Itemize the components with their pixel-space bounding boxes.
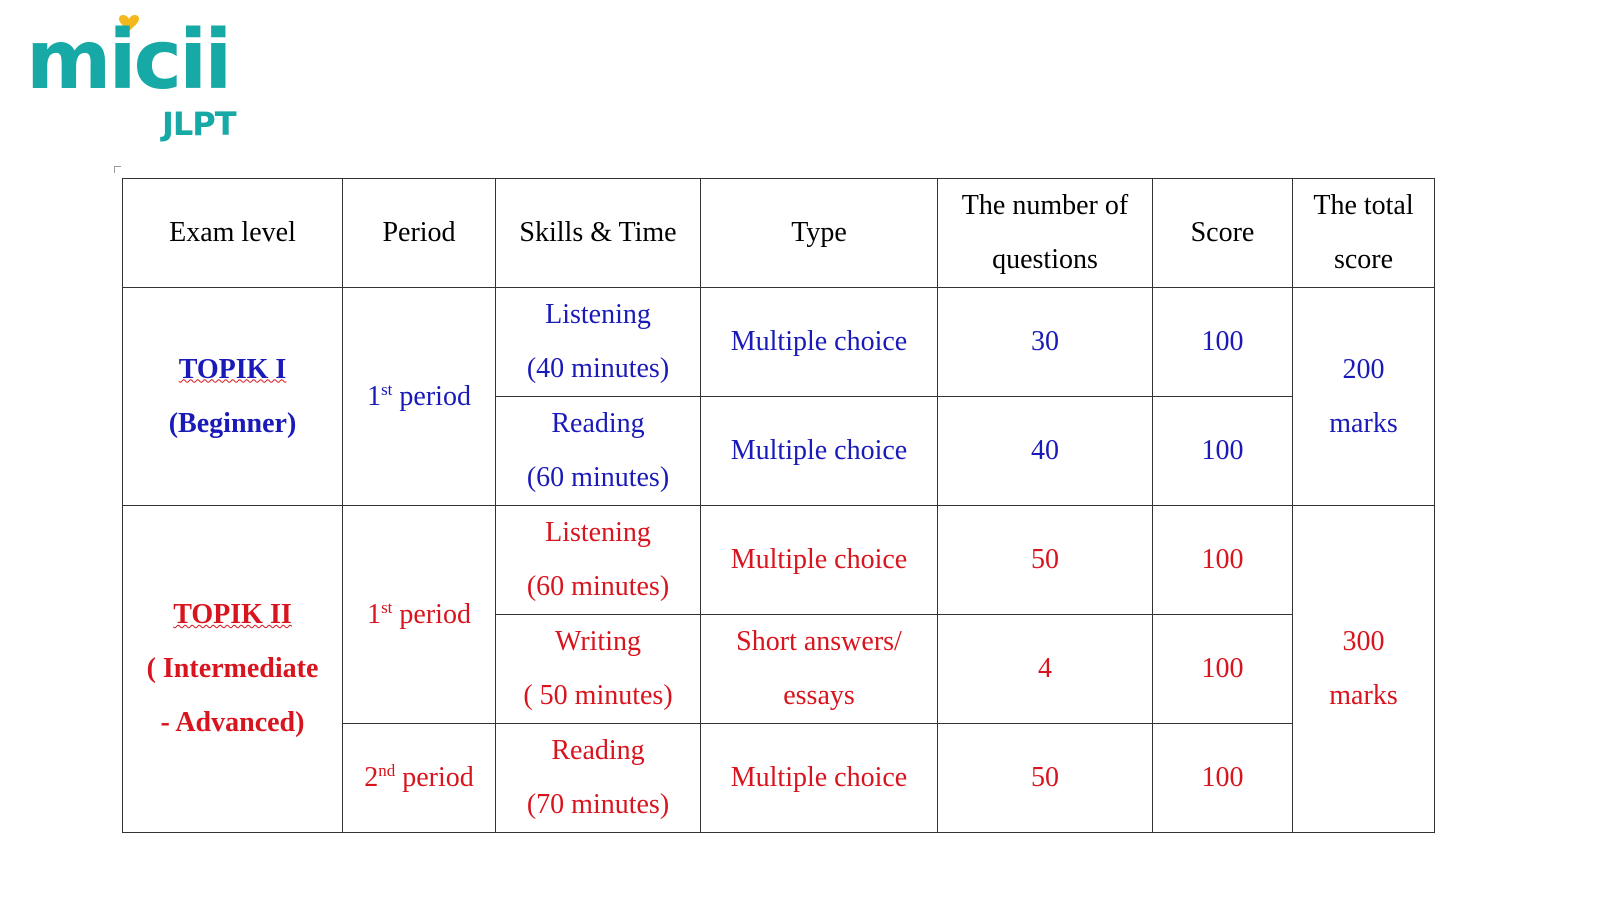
header-row xyxy=(123,179,1435,288)
header-score: Score xyxy=(1153,179,1293,288)
topik2-writing-cell: Writing ( 50 minutes) xyxy=(496,615,701,724)
header-period: Period xyxy=(343,179,496,288)
topik1-total-cell: 200 marks xyxy=(1293,288,1435,506)
header-exam-level: Exam level xyxy=(123,179,343,288)
table-anchor-mark xyxy=(114,166,121,173)
topik2-period1-cell: 1st period xyxy=(343,506,496,724)
header-skills-time: Skills & Time xyxy=(496,179,701,288)
table-row xyxy=(123,506,1435,615)
topik2-reading-questions: 50 xyxy=(938,724,1153,833)
header-total-score: The total score xyxy=(1293,179,1435,288)
topik2-listening-questions: 50 xyxy=(938,506,1153,615)
topik2-listening-cell: Listening (60 minutes) xyxy=(496,506,701,615)
header-number-of-questions: The number of questions xyxy=(938,179,1153,288)
topik1-reading-cell: Reading (60 minutes) xyxy=(496,397,701,506)
topik1-period-cell: 1st period xyxy=(343,288,496,506)
topik2-writing-type: Short answers/ essays xyxy=(701,615,938,724)
topik2-reading-score: 100 xyxy=(1153,724,1293,833)
topik2-level-cell xyxy=(123,506,343,833)
topik1-listening-type: Multiple choice xyxy=(701,288,938,397)
topik2-reading-cell: Reading (70 minutes) xyxy=(496,724,701,833)
topik2-period2-cell: 2nd period xyxy=(343,724,496,833)
topik1-listening-cell: Listening (40 minutes) xyxy=(496,288,701,397)
topik2-level-desc-1: ( Intermediate xyxy=(146,653,319,684)
topik1-level-desc: (Beginner) xyxy=(168,407,297,439)
topik2-level-desc-2: - Advanced) xyxy=(160,707,305,738)
topik1-level-cell xyxy=(123,288,343,506)
topik2-writing-questions: 4 xyxy=(938,615,1153,724)
topik1-listening-questions: 30 xyxy=(938,288,1153,397)
header-type: Type xyxy=(701,179,938,288)
topik2-listening-type: Multiple choice xyxy=(701,506,938,615)
topik1-reading-type: Multiple choice xyxy=(701,397,938,506)
logo-wordmark: micii xyxy=(26,13,230,108)
micii-jlpt-logo xyxy=(26,14,266,144)
topik-exam-table xyxy=(122,178,1435,833)
logo-subtitle: JLPT xyxy=(162,105,236,143)
topik2-writing-score: 100 xyxy=(1153,615,1293,724)
topik1-listening-score: 100 xyxy=(1153,288,1293,397)
topik2-listening-score: 100 xyxy=(1153,506,1293,615)
topik1-reading-score: 100 xyxy=(1153,397,1293,506)
topik1-level-name: TOPIK I xyxy=(178,353,287,385)
table-row xyxy=(123,288,1435,397)
topik2-reading-type: Multiple choice xyxy=(701,724,938,833)
topik1-reading-questions: 40 xyxy=(938,397,1153,506)
topik2-level-name: TOPIK II xyxy=(173,599,292,630)
topik2-total-cell: 300 marks xyxy=(1293,506,1435,833)
